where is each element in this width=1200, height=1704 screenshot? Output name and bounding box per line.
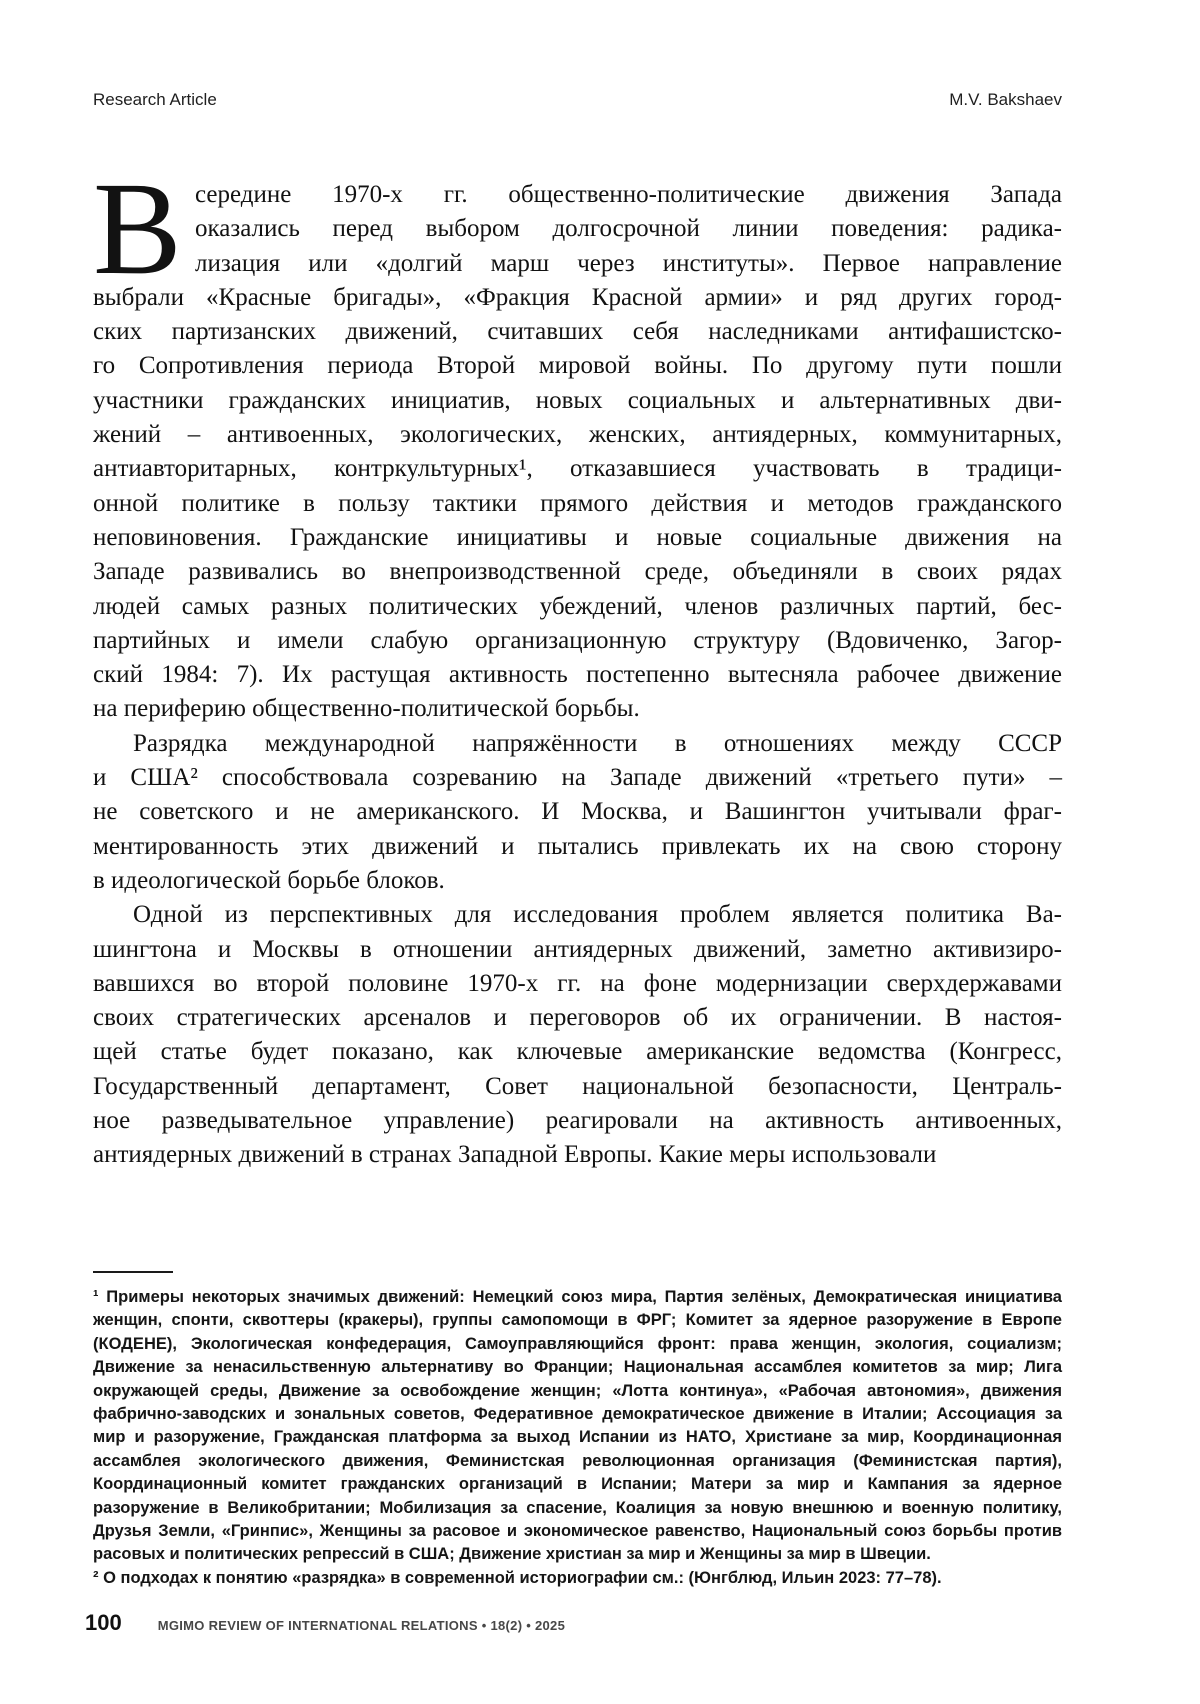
- para: [93, 727, 1062, 898]
- text-line: Одной из перспективных для исследования проблем является политика Ва-: [133, 901, 1062, 929]
- text-line: жений – антивоенных, экологических, женских, антиядерных, коммунитарных,: [93, 421, 1062, 449]
- text-line: Разрядка международной напряжённости в отношениях между СССР: [133, 729, 1062, 757]
- para: [93, 898, 1062, 1172]
- text-line: ментированность этих движений и пытались привлекать их на свою сторону: [93, 832, 1062, 860]
- text-line: мир и разоружение, Гражданская платформа за выход Испании из НАТО, Христиане за мир, Координационная: [93, 1428, 1062, 1447]
- text-line: оказались перед выбором долгосрочной линии поведения: радика-: [195, 215, 1062, 243]
- text-line: онной политике в пользу тактики прямого действия и методов гражданского: [93, 489, 1062, 517]
- footnote: [93, 1286, 1062, 1567]
- text-line: партийных и имели слабую организационную структуру (Вдовиченко, Загор-: [93, 626, 1062, 654]
- text-line: людей самых разных политических убеждений, членов различных партий, бес-: [93, 592, 1062, 620]
- footnote: [93, 1567, 1062, 1590]
- page-number: 100: [85, 1610, 122, 1635]
- footnotes-block: [93, 1286, 1062, 1590]
- text-line: середине 1970-х гг. общественно-политические движения Запада: [195, 181, 1062, 208]
- journal-title: MGIMO REVIEW OF INTERNATIONAL RELATIONS • 18(2) • 2025: [157, 1618, 566, 1633]
- text-line: участники гражданских инициатив, новых социальных и альтернативных дви-: [93, 386, 1062, 414]
- text-line: Друзья Земли, «Гринпис», Женщины за расовое и экономическое равенство, Национальный союз борьбы против: [93, 1522, 1062, 1541]
- header-author: M.V. Bakshaev: [949, 90, 1062, 109]
- drop-cap: В: [93, 154, 182, 302]
- text-line: щей статье будет показано, как ключевые американские ведомства (Конгресс,: [93, 1038, 1062, 1066]
- text-line: выбрали «Красные бригады», «Фракция Красной армии» и ряд других город-: [93, 283, 1062, 311]
- text-line: вавшихся во второй половине 1970-х гг. на фоне модернизации сверхдержавами: [93, 969, 1062, 997]
- text-line: Западе развивались во внепроизводственной среде, объединяли в своих рядах: [93, 558, 1062, 586]
- text-line: окружающей среды, Движение за освобождение женщин; «Лотта континуа», «Рабочая автономия», движения: [93, 1381, 1062, 1400]
- text-line: ских партизанских движений, считавших себя наследниками антифашистско-: [93, 318, 1062, 346]
- text-line: разоружение в Великобритании; Мобилизация за спасение, Коалиция за новую внешнюю и военную политику,: [93, 1498, 1062, 1517]
- text-line: в идеологической борьбе блоков.: [93, 866, 445, 894]
- text-line: не советского и не американского. И Москва, и Вашингтон учитывали фраг-: [93, 798, 1062, 826]
- text-line: Государственный департамент, Совет национальной безопасности, Централь-: [93, 1072, 1062, 1100]
- text-line: Координационный комитет гражданских организаций в Испании; Матери за мир и Кампания за ядерное: [93, 1475, 1062, 1494]
- text-line: антиавторитарных, контркультурных¹, отказавшиеся участвовать в традици-: [93, 455, 1062, 483]
- text-line: фабрично-заводских и зональных советов, Федеративное демократическое движение в Италии; Ассоциация за: [93, 1405, 1062, 1424]
- page-header: [93, 90, 1062, 110]
- text-line: ² О подходах к понятию «разрядка» в современной историографии см.: (Юнгблюд, Ильин 2023: 77–78).: [93, 1568, 942, 1587]
- text-line: ¹ Примеры некоторых значимых движений: Немецкий союз мира, Партия зелёных, Демократическая инициатива: [93, 1288, 1062, 1306]
- text-line: расовых и политических репрессий в США; Движение христиан за мир и Женщины за мир в Швеции.: [93, 1545, 931, 1564]
- text-line: неповиновения. Гражданские инициативы и новые социальные движения на: [93, 523, 1062, 551]
- text-line: ное разведывательное управление) реагировали на активность антивоенных,: [93, 1107, 1062, 1135]
- text-line: на периферию общественно-политической борьбы.: [93, 695, 640, 723]
- text-line: и США² способствовала созреванию на Западе движений «третьего пути» –: [93, 764, 1062, 792]
- text-line: лизация или «долгий марш через институты». Первое направление: [195, 249, 1062, 277]
- text-line: Движение за ненасильственную альтернативу во Франции; Национальная ассамблея комитетов за мир; Лига: [93, 1358, 1062, 1377]
- text-line: (КОДЕНЕ), Экологическая конфедерация, Самоуправляющийся фронт: права женщин, экология, социализм;: [93, 1334, 1062, 1353]
- text-line: ский 1984: 7). Их растущая активность постепенно вытесняла рабочее движение: [93, 661, 1062, 689]
- header-article-type: Research Article: [93, 90, 217, 109]
- footnote-separator: [93, 1271, 173, 1273]
- text-line: своих стратегических арсеналов и переговоров об их ограничении. В настоя-: [93, 1004, 1062, 1032]
- text-line: шингтона и Москвы в отношении антиядерных движений, заметно активизиро-: [93, 935, 1062, 963]
- text-line: антиядерных движений в странах Западной Европы. Какие меры использовали: [93, 1141, 937, 1169]
- text-line: женщин, спонти, сквоттеры (кракеры), группы самопомощи в ФРГ; Комитет за ядерное разоружение в Европе: [93, 1311, 1062, 1330]
- para: [93, 154, 1062, 727]
- text-line: го Сопротивления периода Второй мировой войны. По другому пути пошли: [93, 352, 1062, 380]
- article-body: [93, 154, 1062, 1173]
- page-footer: [85, 1610, 565, 1636]
- text-line: ассамблея экологического движения, Феминистская революционная организация (Феминистская партия),: [93, 1451, 1062, 1470]
